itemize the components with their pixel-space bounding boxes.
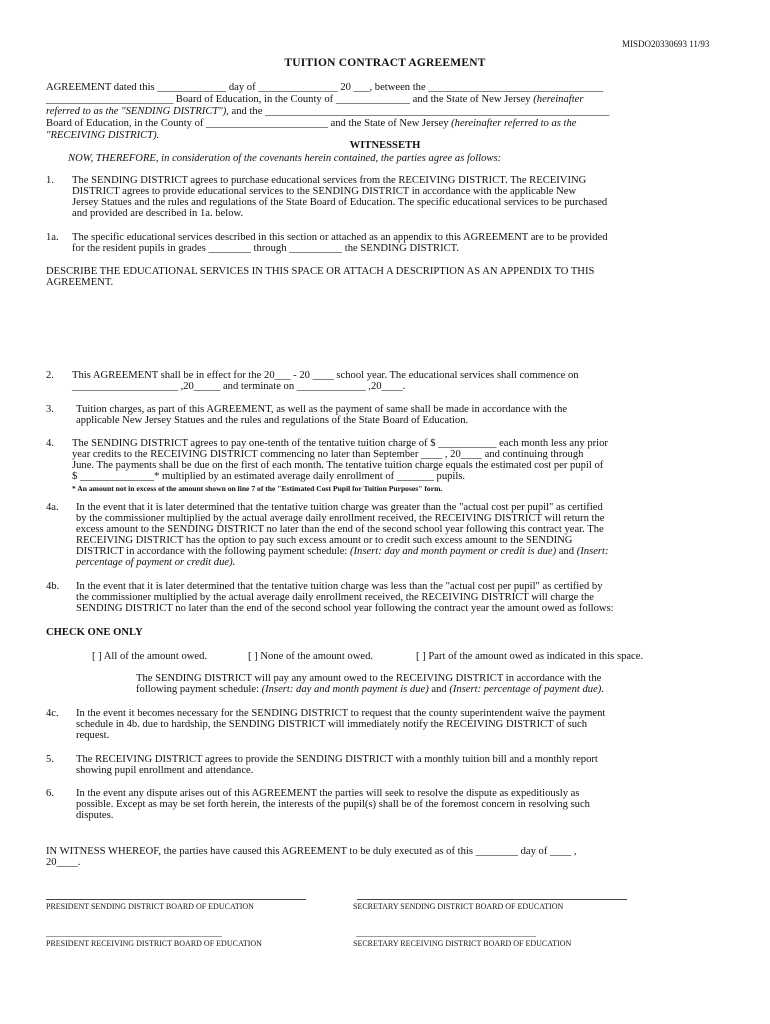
witness-line-2: 20____. xyxy=(46,857,81,868)
clause-5-line-1: The RECEIVING DISTRICT agrees to provide the SENDING DISTRICT with a monthly tuition bill and a monthly report xyxy=(76,754,598,765)
clause-6-line-3: disputes. xyxy=(76,810,114,821)
clause-3-number: 3. xyxy=(46,404,54,415)
intro-line-4: Board of Education, in the County of _______________________ and the State of New Jersey (hereinafter referred to as the xyxy=(46,118,577,129)
clause-5-line-2: showing pupil enrollment and attendance. xyxy=(76,765,254,776)
clause-1-line-1: The SENDING DISTRICT agrees to purchase educational services from the RECEIVING DISTRICT. The RECEIVING xyxy=(72,175,587,186)
clause-1a-number: 1a. xyxy=(46,232,59,243)
clause-4c-number: 4c. xyxy=(46,708,59,719)
clause-2-line-1: This AGREEMENT shall be in effect for the 20___ - 20 ____ school year. The educational services shall commence on xyxy=(72,370,579,381)
clause-4-line-3: June. The payments shall be due on the first of each month. The tentative tuition charge equals the estimated cost per pupil of xyxy=(72,460,604,471)
clause-1a-line-1: The specific educational services described in this section or attached as an appendix to this AGREEMENT are to be provided xyxy=(72,232,608,243)
witness-line-1: IN WITNESS WHEREOF, the parties have caused this AGREEMENT to be duly executed as of this ________ day of ____ , xyxy=(46,846,577,857)
clause-2-number: 2. xyxy=(46,370,54,381)
signature-line-secretary-receiving[interactable]: _____________________________________________ xyxy=(356,929,536,938)
option-part-amount-checkbox[interactable]: [ ] Part of the amount owed as indicated in this space. xyxy=(416,651,644,662)
option-none-amount-checkbox[interactable]: [ ] None of the amount owed. xyxy=(248,651,374,662)
clause-1-line-2: DISTRICT agrees to provide educational services to the SENDING DISTRICT in accordance with the applicable New xyxy=(72,186,577,197)
clause-6-number: 6. xyxy=(46,788,54,799)
clause-1-line-3: Jersey Statues and the rules and regulations of the State Board of Education. The specific educational services to be purchased xyxy=(72,197,608,208)
intro-line-2: ________________________ Board of Education, in the County of ______________ and the State of New Jersey (hereinafter xyxy=(46,94,584,105)
clause-4c-line-2: schedule in 4b. due to hardship, the SENDING DISTRICT will immediately notify the RECEIVING DISTRICT of such xyxy=(76,719,587,730)
clause-4b-line-1: In the event that it is later determined that the tentative tuition charge was less than the "actual cost per pupil" as certified by xyxy=(76,581,603,592)
option-all-amount-checkbox[interactable]: [ ] All of the amount owed. xyxy=(92,651,208,662)
clause-6-line-2: possible. Except as may be set forth herein, the interests of the pupil(s) shall be of the foremost concern in resolving such xyxy=(76,799,590,810)
describe-services-line-2: AGREEMENT. xyxy=(46,277,114,288)
document-title: TUITION CONTRACT AGREEMENT xyxy=(284,57,486,69)
witnesseth-text: NOW, THEREFORE, in consideration of the covenants herein contained, the parties agree as follows: xyxy=(68,153,502,164)
clause-4c-line-1: In the event it becomes necessary for the SENDING DISTRICT to request that the county superintendent waive the payment xyxy=(76,708,606,719)
clause-2-line-2: ____________________ ,20_____ and terminate on _____________ ,20____. xyxy=(72,381,406,392)
clause-4a-line-4: RECEIVING DISTRICT has the option to pay such excess amount or to credit such excess amount to the SENDING xyxy=(76,535,573,546)
intro-line-5: "RECEIVING DISTRICT). xyxy=(46,130,160,141)
clause-4b-line-3: SENDING DISTRICT no later than the end of the second school year following the contract year the amount owed as follows: xyxy=(76,603,614,614)
payment-schedule-line-2: following payment schedule: (Insert: day and month payment is due) and (Insert: percentage of payment due). xyxy=(136,684,604,695)
signature-line-president-receiving[interactable]: ____________________________________________ xyxy=(46,929,222,938)
clause-1a-line-2: for the resident pupils in grades ________ through __________ the SENDING DISTRICT. xyxy=(72,243,460,254)
signature-label-president-receiving: PRESIDENT RECEIVING DISTRICT BOARD OF EDUCATION xyxy=(46,939,262,948)
document-code: MISDO20330693 11/93 xyxy=(622,39,710,49)
intro-line-3: referred to as the "SENDING DISTRICT"), and the _________________________________________________________________ xyxy=(46,106,610,117)
clause-4b-number: 4b. xyxy=(46,581,60,592)
clause-3-line-2: applicable New Jersey Statues and the rules and regulations of the State Board of Education. xyxy=(76,415,469,426)
signature-label-secretary-sending: SECRETARY SENDING DISTRICT BOARD OF EDUCATION xyxy=(353,902,564,911)
intro-line-1: AGREEMENT dated this _____________ day of _______________ 20 ___, between the _________________________________ xyxy=(46,82,604,93)
clause-4b-line-2: the commissioner multiplied by the actual average daily enrollment received, the RECEIVING DISTRICT will charge the xyxy=(76,592,594,603)
clause-4-number: 4. xyxy=(46,438,54,449)
witnesseth-heading: WITNESSETH xyxy=(349,140,421,151)
clause-6-line-1: In the event any dispute arises out of this AGREEMENT the parties will seek to resolve the dispute as expeditiously as xyxy=(76,788,580,799)
clause-4a-line-3: excess amount to the SENDING DISTRICT no later than the end of the second school year following this contract year. The xyxy=(76,524,604,535)
clause-4a-number: 4a. xyxy=(46,502,59,513)
clause-4-footnote: * An amount not in excess of the amount shown on line 7 of the "Estimated Cost Pupil for Tuition Purposes" form. xyxy=(72,484,443,493)
clause-4a-line-5: DISTRICT in accordance with the following payment schedule: (Insert: day and month payment or credit is due) and (Insert: xyxy=(76,546,609,557)
signature-label-president-sending: PRESIDENT SENDING DISTRICT BOARD OF EDUCATION xyxy=(46,902,254,911)
clause-5-number: 5. xyxy=(46,754,54,765)
clause-4-line-4: $ ______________* multiplied by an estimated average daily enrollment of _______ pupils. xyxy=(72,471,466,482)
clause-3-line-1: Tuition charges, as part of this AGREEMENT, as well as the payment of same shall be made in accordance with the xyxy=(76,404,568,415)
clause-1-line-4: and provided are described in 1a. below. xyxy=(72,208,244,219)
signature-label-secretary-receiving: SECRETARY RECEIVING DISTRICT BOARD OF EDUCATION xyxy=(353,939,572,948)
payment-schedule-line-1: The SENDING DISTRICT will pay any amount owed to the RECEIVING DISTRICT in accordance with the xyxy=(136,673,602,684)
clause-4c-line-3: request. xyxy=(76,730,110,741)
signature-line-secretary-sending[interactable] xyxy=(357,899,627,900)
clause-4a-line-6: percentage of payment or credit due). xyxy=(76,557,236,568)
clause-4-line-1: The SENDING DISTRICT agrees to pay one-tenth of the tentative tuition charge of $ ___________ each month less any prior xyxy=(72,438,608,449)
signature-line-president-sending[interactable] xyxy=(46,899,306,900)
clause-4-line-2: year credits to the RECEIVING DISTRICT commencing no later than September ____ , 20____ and continuing through xyxy=(72,449,584,460)
check-one-heading: CHECK ONE ONLY xyxy=(46,627,143,638)
describe-services-line-1: DESCRIBE THE EDUCATIONAL SERVICES IN THIS SPACE OR ATTACH A DESCRIPTION AS AN APPENDIX TO THIS xyxy=(46,266,595,277)
clause-1-number: 1. xyxy=(46,175,54,186)
clause-4a-line-1: In the event that it is later determined that the tentative tuition charge was greater than the "actual cost per pupil" as certified xyxy=(76,502,603,513)
clause-4a-line-2: by the commissioner multiplied by the actual average daily enrollment received, the RECEIVING DISTRICT will return the xyxy=(76,513,605,524)
